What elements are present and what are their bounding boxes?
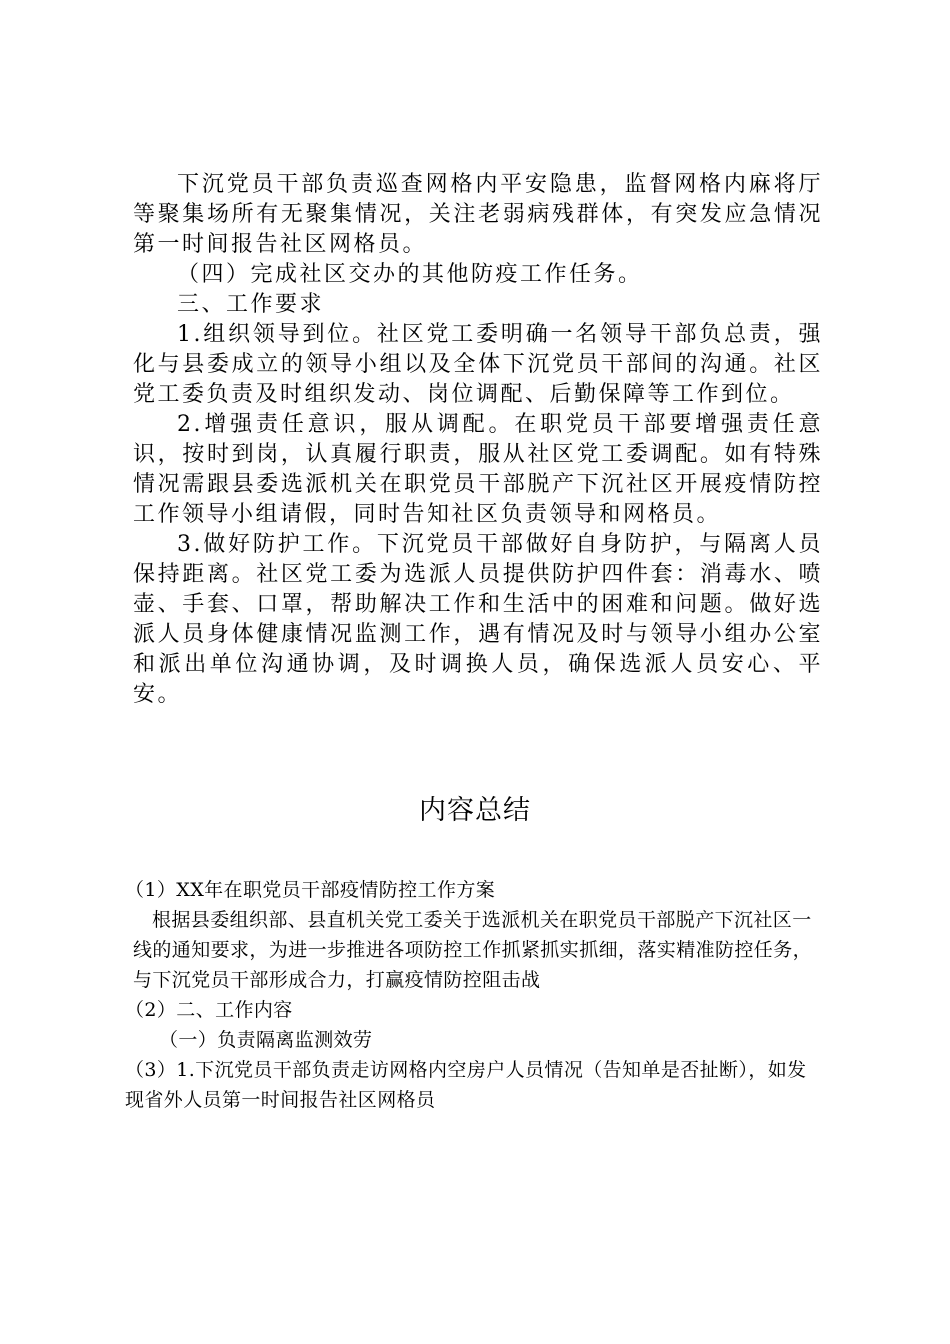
section-heading: 三、工作要求: [177, 292, 325, 317]
body-paragraph: 1.组织领导到位。社区党工委明确一名领导干部负总责，强化与县委成立的领导小组以及全体下沉党员干部间的沟通。社区党工委负责及时组织发动、岗位调配、后勤保障等工作到位。: [133, 322, 823, 407]
summary-item: （1）XX年在职党员干部疫情防控工作方案: [125, 879, 496, 901]
body-paragraph: 3.做好防护工作。下沉党员干部做好自身防护，与隔离人员保持距离。社区党工委为选派人员提供防护四件套：消毒水、喷壶、手套、口罩，帮助解决工作和生活中的困难和问题。做好选派人员身体健康情况监测工作，遇有情况及时与领导小组办公室和派出单位沟通协调，及时调换人员，确保选派人员安心、平安。: [133, 532, 823, 707]
body-paragraph: 下沉党员干部负责巡查网格内平安隐患，监督网格内麻将厅等聚集场所有无聚集情况，关注老弱病残群体，有突发应急情况第一时间报告社区网格员。: [133, 172, 823, 257]
document-body: [133, 170, 823, 710]
summary-item: 根据县委组织部、县直机关党工委关于选派机关在职党员干部脱产下沉社区一线的通知要求，为进一步推进各项防控工作抓紧抓实抓细，落实精准防控任务，与下沉党员干部形成合力，打赢疫情防控阻击战: [133, 909, 813, 991]
summary-item: （3）1.下沉党员干部负责走访网格内空房户人员情况（告知单是否扯断），如发现省外人员第一时间报告社区网格员: [125, 1059, 807, 1111]
summary-item: （一）负责隔离监测效劳: [159, 1029, 373, 1051]
body-paragraph: 2.增强责任意识，服从调配。在职党员干部要增强责任意识，按时到岗，认真履行职责，服从社区党工委调配。如有特殊情况需跟县委选派机关在职党员干部脱产下沉社区开展疫情防控工作领导小组请假，同时告知社区负责领导和网格员。: [133, 412, 823, 527]
body-paragraph: （四）完成社区交办的其他防疫工作任务。: [177, 262, 643, 287]
summary-item: （2）二、工作内容: [125, 999, 293, 1021]
summary-title: 内容总结: [419, 795, 531, 826]
summary-section: [125, 875, 823, 1115]
